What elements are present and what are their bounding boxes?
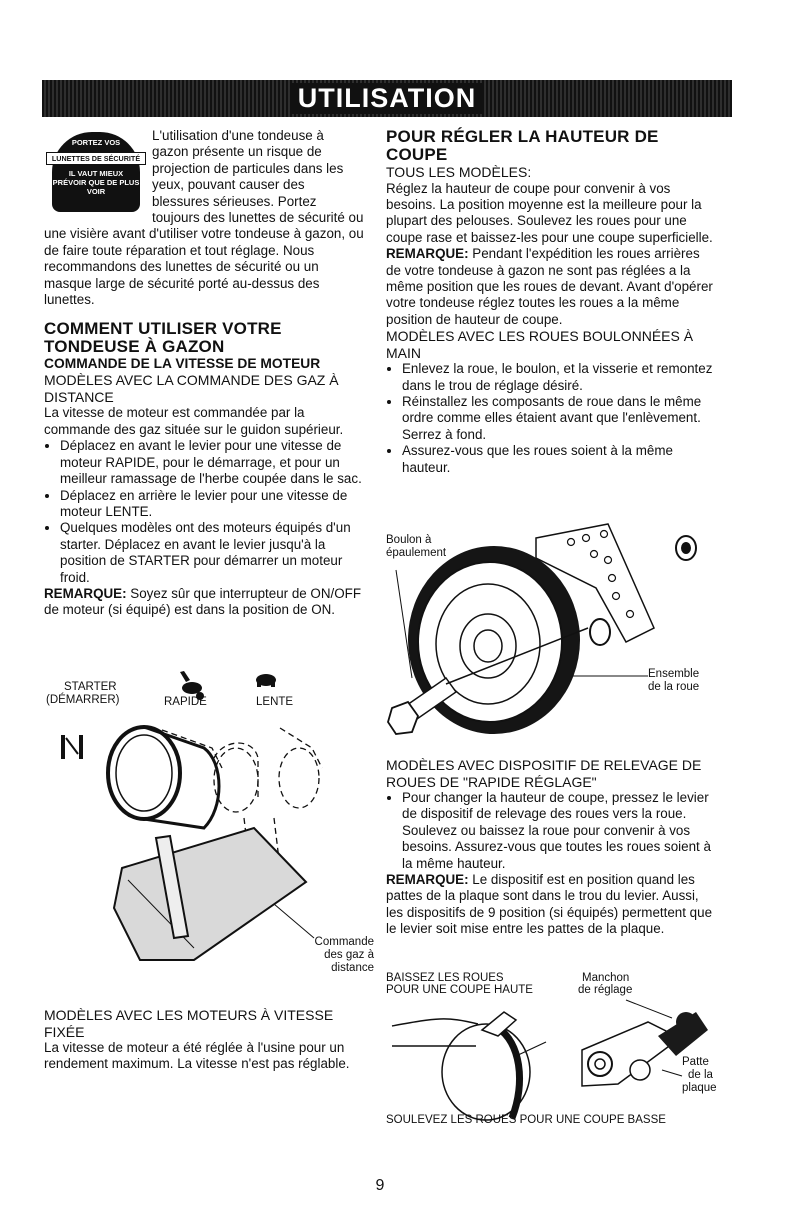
all-models-heading: TOUS LES MODÈLES:	[386, 164, 532, 180]
starter-label-2: (DÉMARRER)	[46, 694, 120, 706]
fixed-speed-section	[44, 1007, 374, 1073]
bolted-models-heading: MODÈLES AVEC LES ROUES BOULONNÉES À MAIN	[386, 328, 694, 361]
choke-icon	[62, 736, 82, 758]
safety-goggles-badge	[44, 130, 144, 216]
list-item: • Enlevez la roue, le boulon, et la visserie et remontez dans le trou de réglage désiré.	[402, 361, 716, 394]
all-models-text: Réglez la hauteur de coupe pour convenir à vos besoins. La position moyenne est la meilleure pour la plupart des pelouses. Soulevez les roues pour une coupe rase et baissez-les pour une coupe superficielle.	[386, 180, 713, 245]
shipping-remark	[386, 246, 716, 328]
remark-label: REMARQUE:	[386, 246, 469, 262]
adjust-sleeve-label-2: de réglage	[578, 984, 633, 996]
adjust-sleeve-label: Manchon	[582, 972, 630, 984]
height-adjuster-figure	[386, 972, 716, 1144]
usage-heading: COMMENT UTILISER VOTRE TONDEUSE À GAZON	[44, 319, 282, 357]
page-number: 9	[375, 1177, 385, 1194]
badge-line-3: IL VAUT MIEUX PRÉVOIR QUE DE PLUS VOIR	[52, 169, 140, 196]
remark-text: Pendant l'expédition les roues arrières de votre tondeuse à gazon ne sont pas réglées a la même position que les roues de devant. Avant d'opérer votre tondeuse réglez toutes les roues a la même position de hauteur de coupe.	[386, 246, 713, 327]
list-item: • Réinstallez les composants de roue dans le même ordre comme elles étaient avant que l'enlèvement. Serrez à fond.	[402, 394, 716, 443]
lever-models-section	[386, 757, 716, 938]
lever-models-list	[386, 790, 716, 872]
safety-intro-text: L'utilisation d'une tondeuse à gazon présente un risque de projection de particules dans les yeux, pouvant causer des blessures sérieuses. Portez toujours des lunettes de sécurité ou une visière avant d'utiliser votre tondeuse à gazon, ou de faire toute réparation et tout réglage. Nous recommandons des lunettes de sécurité ou un masque large de sécurité porté au-dessus des lunettes.	[44, 128, 364, 308]
engine-remark	[44, 586, 364, 619]
plate-tab-label: Patte	[682, 1056, 709, 1068]
engine-speed-list	[44, 438, 364, 586]
commande-label-2: des gaz à	[324, 949, 374, 961]
remark-text: Soyez sûr que interrupteur de ON/OFF de moteur (si équipé) est dans la position de ON.	[44, 585, 362, 618]
list-item: • Quelques modèles ont des moteurs équipés d'un starter. Déplacez en avant le levier jusqu'à la position de STARTER pour démarrer un moteur froid.	[60, 520, 364, 586]
lever-models-heading: MODÈLES AVEC DISPOSITIF DE RELEVAGE DE ROUES DE "RAPIDE RÉGLAGE"	[386, 757, 702, 790]
rapide-label: RAPIDE	[164, 696, 207, 708]
raise-wheels-label: SOULEVEZ LES ROUES POUR UNE COUPE BASSE	[386, 1114, 666, 1126]
remark-label: REMARQUE:	[44, 585, 127, 601]
plate-tab-label-3: plaque	[682, 1082, 717, 1094]
starter-label: STARTER	[64, 681, 117, 693]
shoulder-bolt-label: Boulon à	[386, 534, 432, 546]
section-banner	[42, 80, 732, 117]
lever-remark	[386, 872, 716, 938]
list-item: • Déplacez en avant le levier pour une vitesse de moteur RAPIDE, pour le démarrage, et pour un meilleur ramassage de l'herbe coupée dans le sac.	[60, 438, 364, 487]
lower-wheels-label-2: POUR UNE COUPE HAUTE	[386, 984, 533, 996]
cut-height-heading: POUR RÉGLER LA HAUTEUR DE COUPE	[386, 127, 659, 164]
throttle-figure	[44, 668, 374, 988]
shoulder-bolt-label-2: épaulement	[386, 547, 447, 559]
wheel-assembly-label-2: de la roue	[648, 681, 700, 693]
fixed-speed-text: La vitesse de moteur a été réglée à l'usine pour un rendement maximum. La vitesse n'est pas réglable.	[44, 1040, 350, 1072]
commande-label: Commande	[314, 936, 374, 948]
badge-line-1: PORTEZ VOS	[71, 138, 121, 147]
commande-label-3: distance	[331, 962, 374, 974]
remote-text: La vitesse de moteur est commandée par la commande des gaz située sur le guidon supérieur.	[44, 405, 344, 437]
banner-title: UTILISATION	[292, 83, 482, 114]
left-column	[44, 128, 364, 619]
list-item: • Assurez-vous que les roues soient à la même hauteur.	[402, 443, 716, 476]
remote-models-heading: MODÈLES AVEC LA COMMANDE DES GAZ À DISTANCE	[44, 372, 339, 405]
remark-label: REMARQUE:	[386, 872, 469, 888]
fixed-speed-heading: MODÈLES AVEC LES MOTEURS À VITESSE FIXÉE	[44, 1007, 334, 1040]
bolted-models-list	[386, 361, 716, 476]
list-item: • Pour changer la hauteur de coupe, pressez le levier de dispositif de relevage des roues vers la roue. Soulevez ou baissez la roue pour convenir à vos besoins. Assurez-vous que toutes les roues soient à la même hauteur.	[402, 790, 716, 872]
turtle-icon	[256, 674, 276, 687]
engine-speed-subheading: COMMANDE DE LA VITESSE DE MOTEUR	[44, 356, 321, 372]
goggles-icon	[52, 132, 140, 212]
wheel-assembly-label: Ensemble	[648, 668, 700, 680]
badge-line-2: LUNETTES DE SÉCURITÉ	[46, 152, 146, 165]
remark-text: Le dispositif est en position quand les pattes de la plaque sont dans le trou du levier. Aussi, les dispositifs de 9 position (si équipés) permettent que le levier soit mise entre les pattes de la plaque.	[386, 872, 713, 937]
plate-tab-label-2: de la	[688, 1069, 713, 1081]
right-column	[386, 128, 716, 476]
wheel-figure	[386, 518, 716, 740]
lente-label: LENTE	[256, 696, 294, 708]
list-item: • Déplacez en arrière le levier pour une vitesse de moteur LENTE.	[60, 488, 364, 521]
lower-wheels-label: BAISSEZ LES ROUES	[386, 972, 504, 984]
